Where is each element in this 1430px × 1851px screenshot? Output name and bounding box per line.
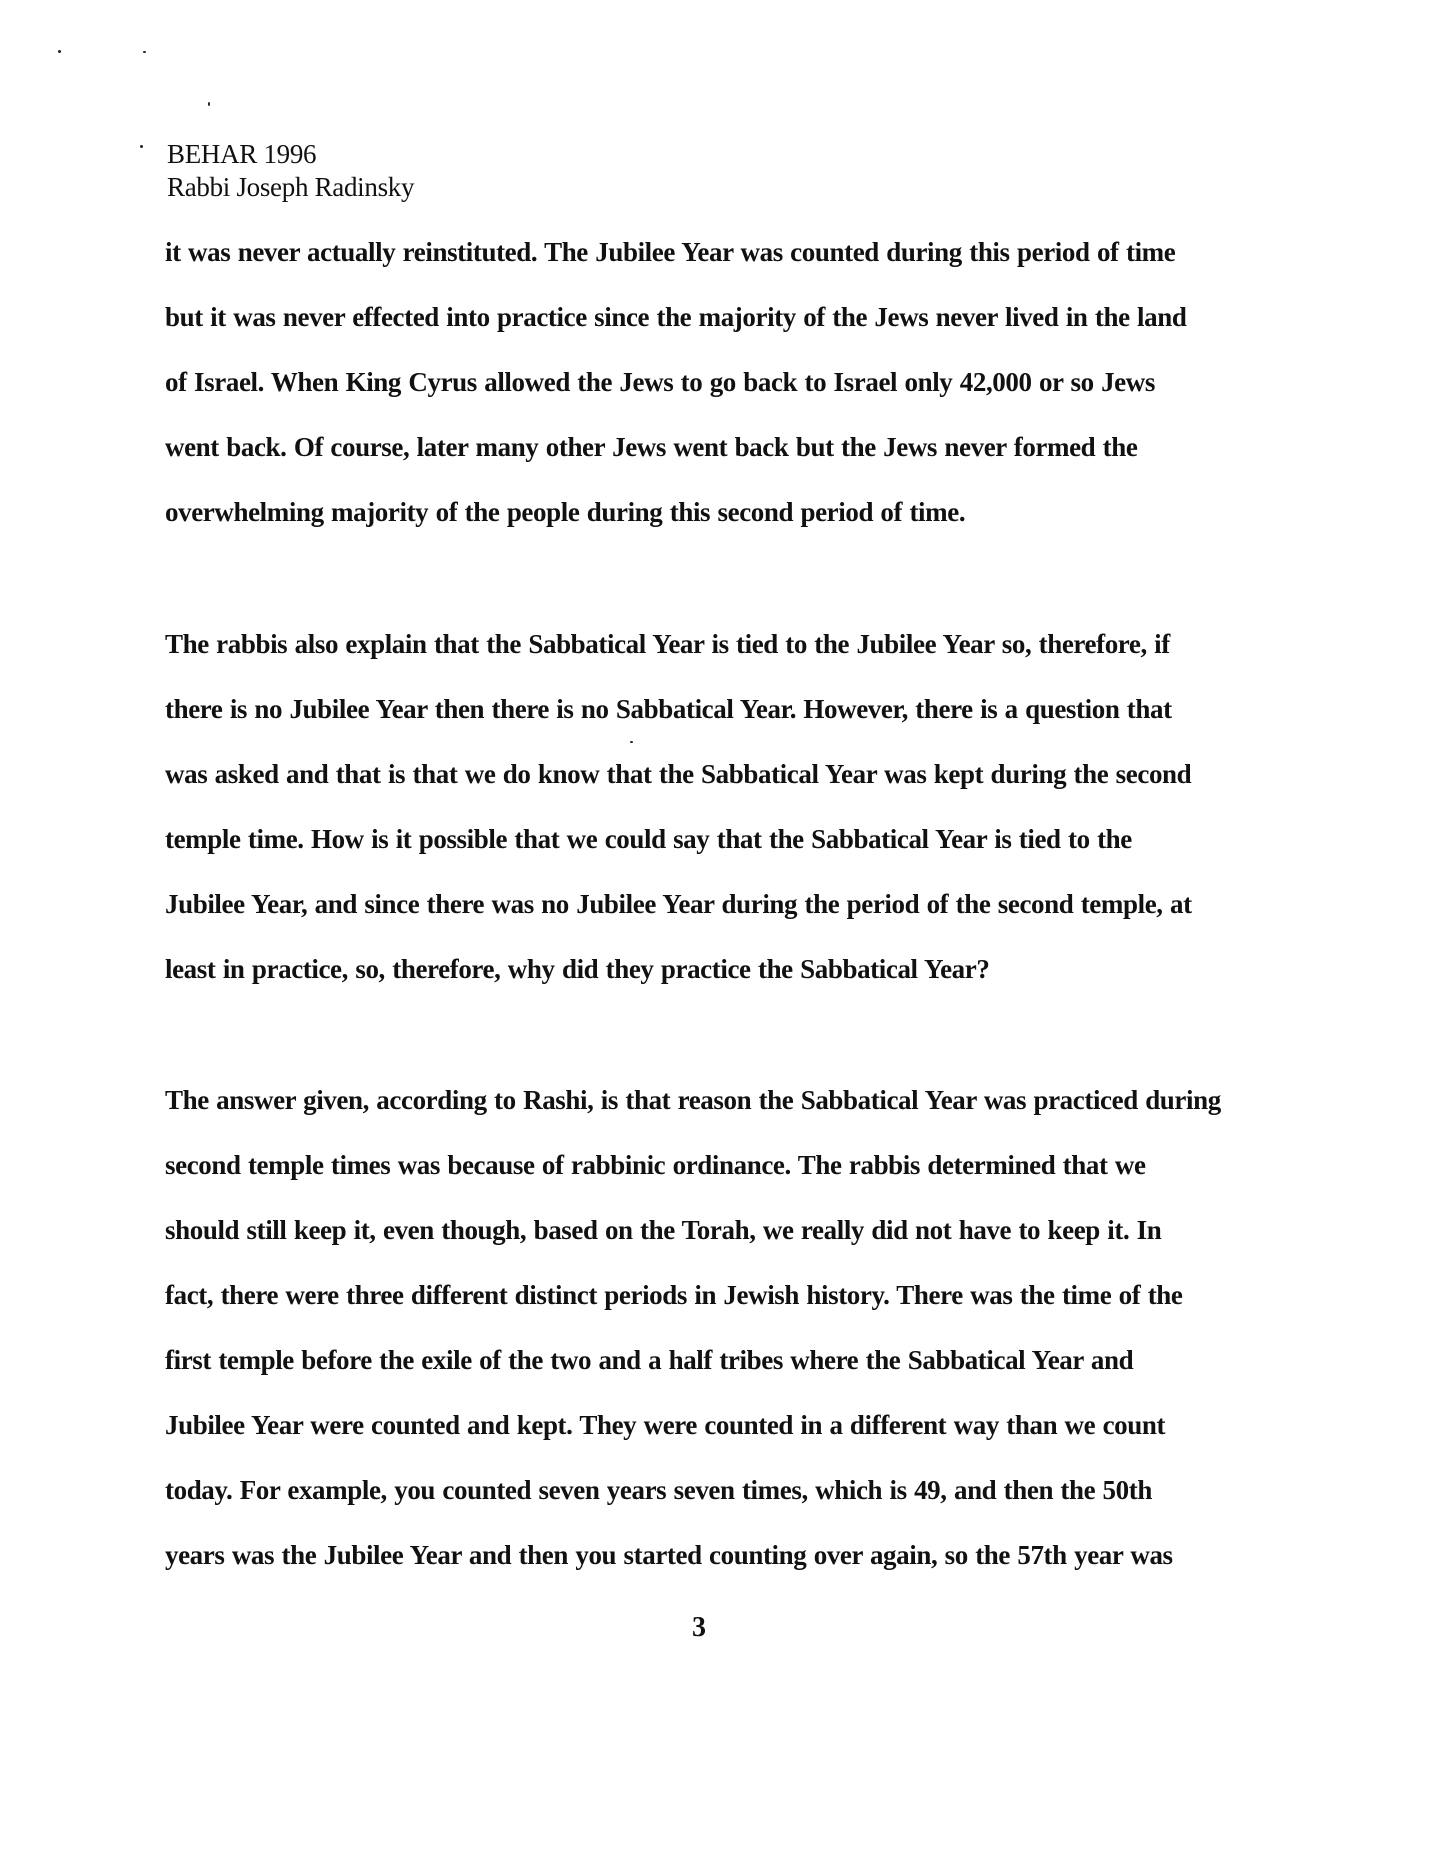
header-title: BEHAR 1996 — [167, 139, 317, 169]
paragraph-1 — [165, 220, 1275, 545]
text-line: overwhelming majority of the people during this second period of time. — [165, 497, 966, 527]
text-line: fact, there were three different distinct periods in Jewish history. There was the time of the — [165, 1280, 1183, 1310]
text-line: was asked and that is that we do know that the Sabbatical Year was kept during the second — [165, 759, 1192, 789]
text-line: The answer given, according to Rashi, is that reason the Sabbatical Year was practiced during — [165, 1085, 1221, 1115]
scan-speck — [140, 145, 143, 148]
scan-speck — [58, 50, 61, 53]
document-header — [167, 138, 414, 204]
paragraph-3 — [165, 1068, 1275, 1588]
text-line: there is no Jubilee Year then there is no Sabbatical Year. However, there is a question that — [165, 694, 1172, 724]
text-line: Jubilee Year, and since there was no Jubilee Year during the period of the second temple, at — [165, 889, 1192, 919]
text-line: of Israel. When King Cyrus allowed the Jews to go back to Israel only 42,000 or so Jews — [165, 367, 1155, 397]
text-line: first temple before the exile of the two and a half tribes where the Sabbatical Year and — [165, 1345, 1134, 1375]
text-line: second temple times was because of rabbinic ordinance. The rabbis determined that we — [165, 1150, 1146, 1180]
text-line: but it was never effected into practice since the majority of the Jews never lived in the land — [165, 302, 1187, 332]
text-line: today. For example, you counted seven years seven times, which is 49, and then the 50th — [165, 1475, 1152, 1505]
text-line: least in practice, so, therefore, why did they practice the Sabbatical Year? — [165, 954, 990, 984]
paragraph-2 — [165, 612, 1275, 1002]
page-number: 3 — [692, 1612, 706, 1643]
text-line: Jubilee Year were counted and kept. They were counted in a different way than we count — [165, 1410, 1166, 1440]
scan-speck — [143, 51, 146, 53]
scan-speck — [208, 102, 210, 106]
text-line: years was the Jubilee Year and then you started counting over again, so the 57th year was — [165, 1540, 1173, 1570]
text-line: The rabbis also explain that the Sabbatical Year is tied to the Jubilee Year so, therefore, if — [165, 629, 1170, 659]
header-author: Rabbi Joseph Radinsky — [167, 172, 415, 202]
text-line: it was never actually reinstituted. The Jubilee Year was counted during this period of time — [165, 237, 1176, 267]
text-line: should still keep it, even though, based on the Torah, we really did not have to keep it. In — [165, 1215, 1162, 1245]
text-line: went back. Of course, later many other Jews went back but the Jews never formed the — [165, 432, 1138, 462]
text-line: temple time. How is it possible that we could say that the Sabbatical Year is tied to the — [165, 824, 1132, 854]
